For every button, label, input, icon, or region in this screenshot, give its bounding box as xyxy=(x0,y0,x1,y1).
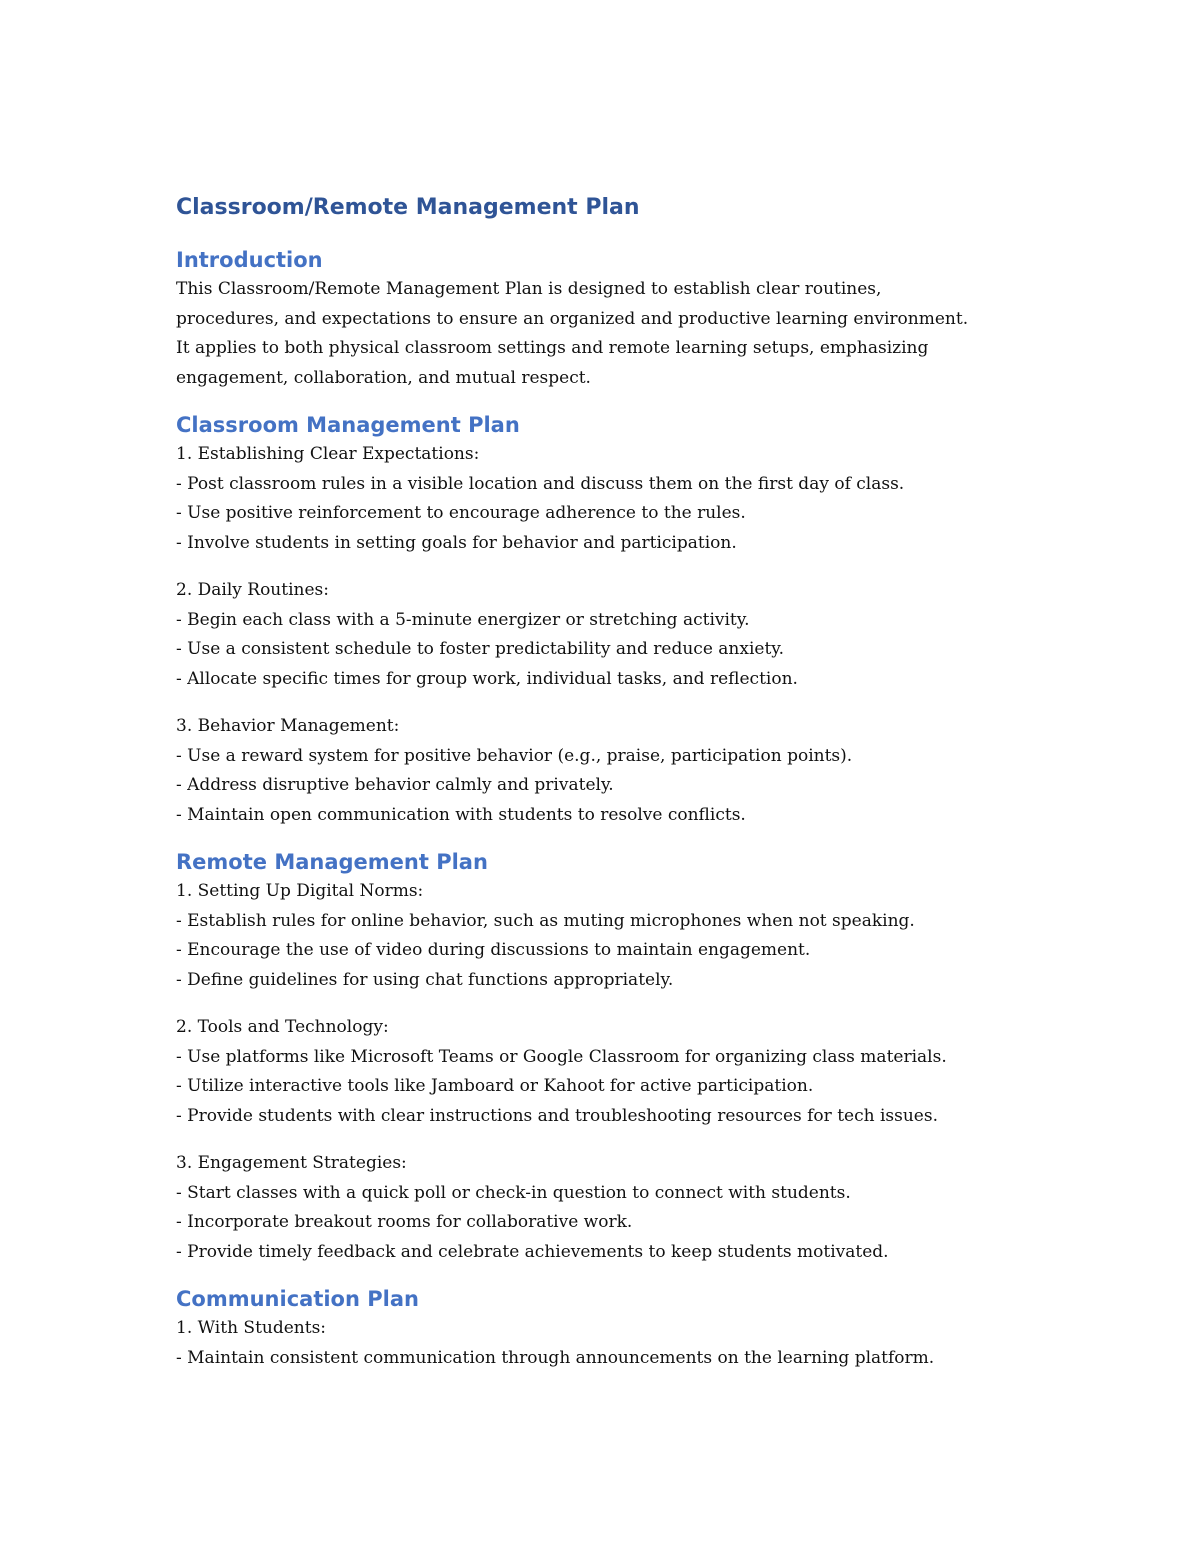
introduction-line: procedures, and expectations to ensure an organized and productive learning environment. xyxy=(176,308,969,329)
communication-heading: Communication Plan xyxy=(176,1287,419,1311)
list-item: - Maintain consistent communication through announcements on the learning platform. xyxy=(176,1347,935,1368)
remote-block-engagement xyxy=(176,1149,1076,1267)
introduction-section xyxy=(176,245,1076,393)
list-item: - Involve students in setting goals for behavior and participation. xyxy=(176,532,737,553)
list-item: - Use platforms like Microsoft Teams or Google Classroom for organizing class materials. xyxy=(176,1046,947,1067)
introduction-heading: Introduction xyxy=(176,248,323,272)
list-item: - Post classroom rules in a visible location and discuss them on the first day of class. xyxy=(176,473,905,494)
document-title: Classroom/Remote Management Plan xyxy=(176,195,640,220)
list-item: - Establish rules for online behavior, such as muting microphones when not speaking. xyxy=(176,910,915,931)
classroom-block-routines xyxy=(176,576,1076,694)
list-item: - Begin each class with a 5-minute energizer or stretching activity. xyxy=(176,609,750,630)
block-title: 3. Engagement Strategies: xyxy=(176,1153,407,1173)
communication-block-students xyxy=(176,1314,1076,1373)
remote-section xyxy=(176,847,1076,1267)
list-item: - Use positive reinforcement to encourage adherence to the rules. xyxy=(176,503,746,523)
remote-heading: Remote Management Plan xyxy=(176,850,488,874)
remote-block-tools xyxy=(176,1013,1076,1131)
block-title: 2. Daily Routines: xyxy=(176,580,329,600)
list-item: - Allocate specific times for group work, individual tasks, and reflection. xyxy=(176,668,798,689)
communication-section xyxy=(176,1284,1076,1373)
block-title: 1. Setting Up Digital Norms: xyxy=(176,881,424,901)
list-item: - Provide students with clear instructions and troubleshooting resources for tech issues. xyxy=(176,1105,938,1126)
classroom-block-behavior xyxy=(176,712,1076,830)
list-item: - Incorporate breakout rooms for collaborative work. xyxy=(176,1212,633,1232)
list-item: - Encourage the use of video during discussions to maintain engagement. xyxy=(176,940,811,960)
block-title: 1. With Students: xyxy=(176,1318,327,1338)
list-item: - Utilize interactive tools like Jamboard or Kahoot for active participation. xyxy=(176,1076,814,1096)
list-item: - Maintain open communication with students to resolve conflicts. xyxy=(176,804,746,825)
list-item: - Use a consistent schedule to foster predictability and reduce anxiety. xyxy=(176,639,785,659)
remote-block-norms xyxy=(176,877,1076,995)
list-item: - Define guidelines for using chat functions appropriately. xyxy=(176,969,674,990)
introduction-line: It applies to both physical classroom settings and remote learning setups, emphasizing xyxy=(176,338,929,358)
classroom-block-expectations xyxy=(176,440,1076,558)
classroom-section xyxy=(176,410,1076,830)
introduction-line: This Classroom/Remote Management Plan is designed to establish clear routines, xyxy=(176,279,882,299)
list-item: - Use a reward system for positive behavior (e.g., praise, participation points). xyxy=(176,745,853,766)
classroom-heading: Classroom Management Plan xyxy=(176,413,520,437)
list-item: - Provide timely feedback and celebrate achievements to keep students motivated. xyxy=(176,1241,889,1262)
block-title: 3. Behavior Management: xyxy=(176,716,400,736)
block-title: 1. Establishing Clear Expectations: xyxy=(176,444,480,464)
list-item: - Address disruptive behavior calmly and privately. xyxy=(176,775,614,795)
document-page xyxy=(176,188,1076,1373)
introduction-line: engagement, collaboration, and mutual respect. xyxy=(176,367,591,388)
block-title: 2. Tools and Technology: xyxy=(176,1017,389,1037)
list-item: - Start classes with a quick poll or check-in question to connect with students. xyxy=(176,1182,851,1203)
